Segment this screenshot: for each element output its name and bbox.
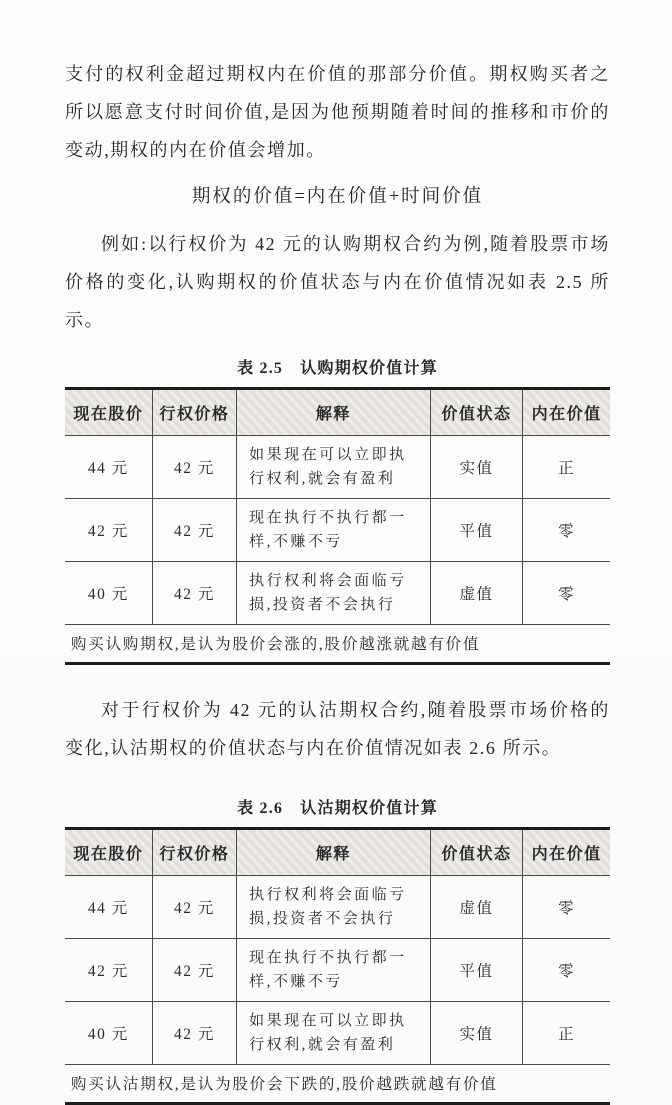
table-cell: 44 元	[65, 436, 152, 499]
table-row	[65, 1002, 610, 1065]
table-row	[65, 562, 610, 625]
option-value-formula: 期权的价值=内在价值+时间价值	[191, 187, 484, 207]
table-cell: 零	[523, 499, 610, 562]
table-cell: 实值	[430, 1002, 523, 1065]
paragraph-call-example: 例如:以行权价为 42 元的认购期权合约为例,随着股票市场价格的变化,认购期权的价值状态与内在价值情况如表 2.5 所示。	[65, 234, 610, 330]
table-footnote-row	[65, 625, 610, 664]
table-cell: 40 元	[65, 562, 152, 625]
table-cell: 正	[523, 436, 610, 499]
col-header-current-stock-price: 现在股价	[65, 829, 152, 876]
col-header-strike-price: 行权价格	[152, 389, 236, 436]
table-cell: 实值	[430, 436, 523, 499]
table-cell: 平值	[430, 939, 523, 1002]
table-cell: 44 元	[65, 876, 152, 939]
col-header-current-stock-price: 现在股价	[65, 389, 152, 436]
call-option-value-table	[65, 387, 610, 665]
table-footnote: 购买认购期权,是认为股价会涨的,股价越涨就越有价值	[71, 635, 481, 653]
col-header-strike-price: 行权价格	[152, 829, 236, 876]
table-footnote-row	[65, 1065, 610, 1104]
table-cell: 42 元	[65, 499, 152, 562]
col-header-value-state: 价值状态	[430, 389, 523, 436]
table-cell: 虚值	[430, 562, 523, 625]
table-cell: 零	[523, 562, 610, 625]
table-header-row	[65, 829, 610, 876]
paragraph-premium: 支付的权利金超过期权内在价值的那部分价值。期权购买者之所以愿意支付时间价值,是因为他预期随着时间的推移和市价的变动,期权的内在价值会增加。	[65, 64, 610, 160]
table-cell: 42 元	[65, 939, 152, 1002]
table-cell: 40 元	[65, 1002, 152, 1065]
table-cell: 执行权利将会面临亏损,投资者不会执行	[237, 562, 430, 625]
table-row	[65, 499, 610, 562]
table-cell: 现在执行不执行都一样,不赚不亏	[237, 939, 430, 1002]
paragraph-put-example: 对于行权价为 42 元的认沽期权合约,随着股票市场价格的变化,认沽期权的价值状态与内在价值情况如表 2.6 所示。	[65, 700, 610, 758]
table-2-5-caption: 表 2.5 认购期权价值计算	[237, 360, 438, 377]
table-cell: 执行权利将会面临亏损,投资者不会执行	[237, 876, 430, 939]
table-cell: 正	[523, 1002, 610, 1065]
table-footnote: 购买认沽期权,是认为股价会下跌的,股价越跌就越有价值	[71, 1075, 498, 1093]
table-row	[65, 876, 610, 939]
table-2-6-caption: 表 2.6 认沽期权价值计算	[237, 800, 438, 817]
table-cell: 如果现在可以立即执行权利,就会有盈利	[237, 436, 430, 499]
table-row	[65, 436, 610, 499]
table-cell: 42 元	[152, 876, 236, 939]
table-cell: 零	[523, 876, 610, 939]
col-header-intrinsic-value: 内在价值	[523, 389, 610, 436]
col-header-explanation: 解释	[237, 829, 430, 876]
table-cell: 零	[523, 939, 610, 1002]
col-header-explanation: 解释	[237, 389, 430, 436]
table-cell: 42 元	[152, 562, 236, 625]
table-cell: 虚值	[430, 876, 523, 939]
table-cell: 现在执行不执行都一样,不赚不亏	[237, 499, 430, 562]
table-cell: 如果现在可以立即执行权利,就会有盈利	[237, 1002, 430, 1065]
table-row	[65, 939, 610, 1002]
table-cell: 42 元	[152, 939, 236, 1002]
table-cell: 平值	[430, 499, 523, 562]
put-option-value-table	[65, 827, 610, 1105]
table-header-row	[65, 389, 610, 436]
table-cell: 42 元	[152, 499, 236, 562]
col-header-value-state: 价值状态	[430, 829, 523, 876]
table-cell: 42 元	[152, 1002, 236, 1065]
col-header-intrinsic-value: 内在价值	[523, 829, 610, 876]
table-cell: 42 元	[152, 436, 236, 499]
